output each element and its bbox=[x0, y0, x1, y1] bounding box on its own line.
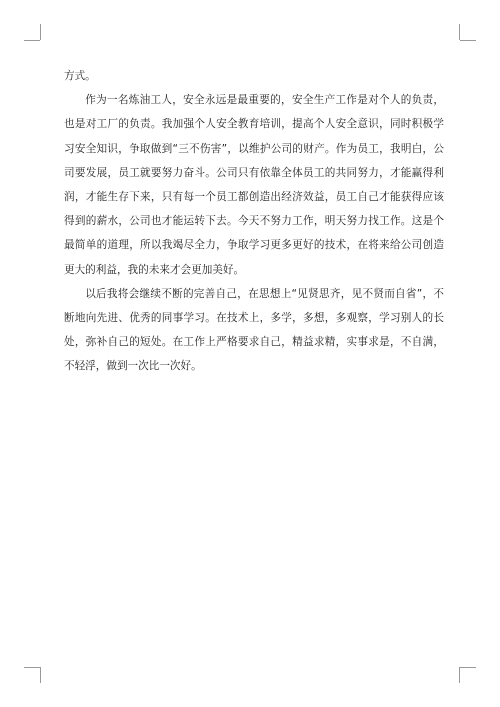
paragraph-self-improvement: 以后我将会继续不断的完善自己，在思想上“见贤思齐，见不贤而自省”，不断地向先进、优秀的同事学习。在技术上，多学，多想，多观察，学习别人的长处，弥补自己的短处。在工作上严格要求自己，精益求精，实事求是，不自满，不轻浮，做到一次比一次好。 bbox=[64, 287, 444, 373]
crop-mark-bottom-right bbox=[460, 667, 476, 668]
crop-mark-top-left bbox=[24, 40, 40, 41]
crop-mark-bottom-left bbox=[40, 667, 41, 683]
document-body bbox=[64, 64, 444, 379]
crop-mark-top-left bbox=[40, 24, 41, 40]
paragraph-safety: 作为一名炼油工人，安全永远是最重要的，安全生产工作是对个人的负责，也是对工厂的负责。我加强个人安全教育培训，提高个人安全意识，同时积极学习安全知识，争取做到“三不伤害”，以维护公司的财产。作为员工，我明白，公司要发展，员工就要努力奋斗。公司只有依靠全体员工的共同努力，才能赢得利润，才能生存下来，只有每一个员工都创造出经济效益，员工自己才能获得应该得到的薪水，公司也才能运转下去。今天不努力工作，明天努力找工作。这是个最简单的道理，所以我竭尽全力，争取学习更多更好的技术，在将来给公司创造更大的利益，我的未来才会更加美好。 bbox=[64, 94, 444, 276]
crop-mark-top-right bbox=[459, 24, 460, 40]
crop-mark-top-right bbox=[460, 40, 476, 41]
crop-mark-bottom-right bbox=[459, 667, 460, 683]
paragraph-continuation: 方式。 bbox=[64, 70, 96, 82]
crop-mark-bottom-left bbox=[24, 667, 40, 668]
